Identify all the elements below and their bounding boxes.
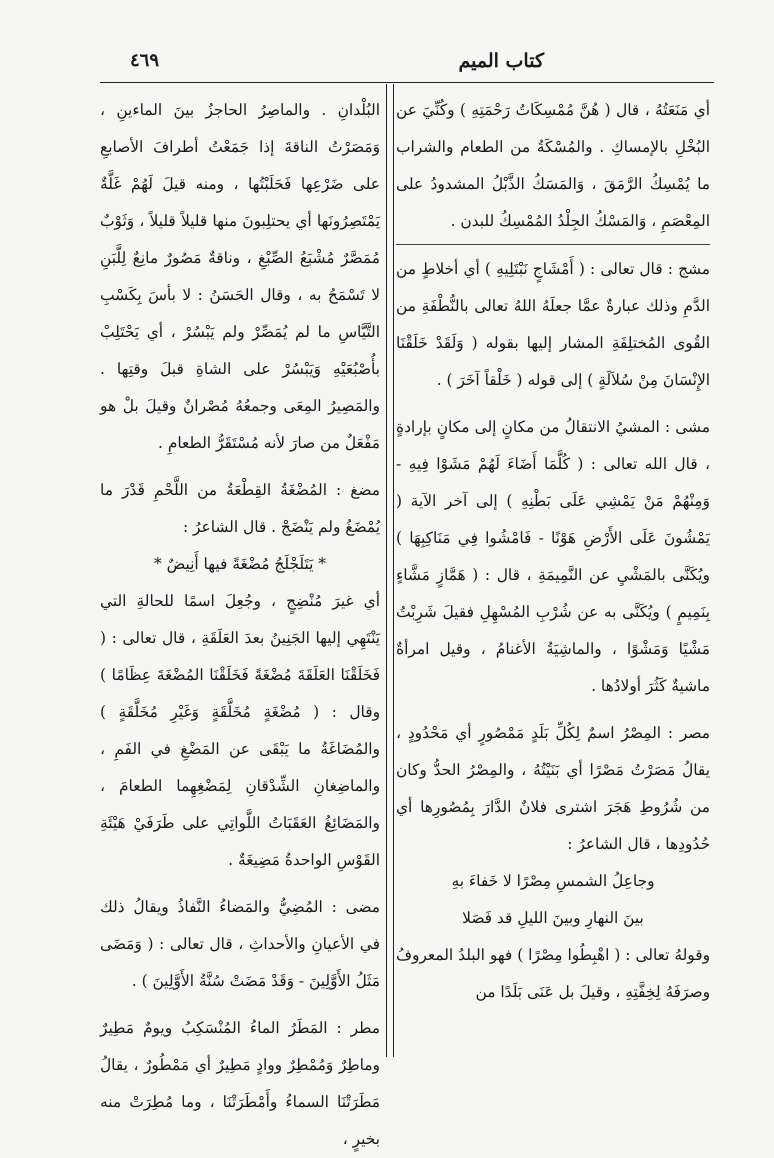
verse-mudgh: * يَتَلَجْلَجُ مُضْغَةً فيها أَنِيضٌ * <box>154 555 326 573</box>
entry-misr-continued: البُلْدانِ . والماصِرُ الحاجزُ بينَ الماءينِ ، وَمَصَرْتُ الناقةَ إذا جَمَعْتُ أطرافَ الأصابعِ على ضَرْعِها فَحَلَبْتُها ، ومنه قيلَ لَهُمْ غَلَّةٌ يَمْتَصِرُونَها أي يحتلِبونَ منها قليلاً قليلاً ، وَثَوْبٌ مُمَصَّرٌ مُشْبَعُ الصِّبْغِ ، وناقةٌ مَصُورٌ مانِعٌ لِلَّبَنِ لا تَسْمَحُ به ، وقال الحَسَنُ : لا بأسَ بِكَسْبِ التَّيَّاسِ ما لم يُمَصِّرْ ولم يَبْسُرْ ، أي يَحْتَلِبْ بأُصْبُعَيْهِ وَيَبْسُرْ على الشاةِ قبلَ وقتِها . والمَصِيرُ المِعَى وجمعُهُ مُصْرانٌ وقيلَ بلْ هو مَفْعَلٌ من صارَ لأنه مُسْتَقَرُّ الطعامِ . <box>100 101 380 452</box>
entry-mudgh: مضغ : المُضْغَةُ القِطْعَةُ من اللَّحْمِ قَدْرَ ما يُمْضَغُ ولم يَنْضَجْ . قال الشاعرُ : <box>100 481 380 536</box>
page-number: ٤٦٩ <box>130 50 160 71</box>
entry-continuation: أي مَنَعَتُهُ ، قال ( هُنَّ مُمْسِكَاتُ رَحْمَتِهِ ) وكُنِّيَ عن البُخْلِ بالإمساكِ . والمُسْكَةُ من الطعام والشراب ما يُمْسِكُ الرَّمَقَ ، وَالمَسَكُ الذَّبْلُ المشدودُ على المِعْصَمِ ، وَالمَسْكُ الجِلْدُ المُمْسِكُ للبدن . <box>396 101 710 230</box>
left-column <box>100 92 380 1148</box>
right-column <box>396 92 710 1057</box>
entry-muda: مضى : المُضِيُّ والمَضاءُ النَّفاذُ ويقالُ ذلك في الأعيانِ والأحداثِ ، قال تعالى : ( وَمَضَى مَثَلُ الأَوَّلِينَ - وَقَدْ مَضَتْ سُنَّةُ الأَوَّلِينَ ) . <box>100 898 380 990</box>
entry-misr-closing: وقولهُ تعالى : ( اهْبِطُوا مِصْرًا ) فهو البلدُ المعروفُ وصرَفَهُ لِخِفَّتِهِ ، وقيلَ بل عَنَى بَلَدًا من <box>396 946 710 1001</box>
chapter-title: كتاب الميم <box>458 50 544 72</box>
header-rule <box>100 82 714 83</box>
entry-mashaj: مشج : قال تعالى : ( أَمْشَاجٍ نَبْتَلِيهِ ) أي أخلاطٍ من الدَّمِ وذلك عبارةٌ عمَّا جعلَهُ اللهُ تعالى بالنُّطْفَةِ من القُوى المُختلِفَةِ المشار إليها بقوله ( وَلَقَدْ خَلَقْنَا الإِنْسَانَ مِنْ سُلاَلَةٍ ) إلى قوله ( خَلْقاً آخَرَ ) . <box>396 244 710 399</box>
entry-matar: مطر : المَطَرُ الماءُ المُنْسَكِبُ ويومٌ مَطِيرٌ وماطِرٌ وَمُمْطِرٌ ووادٍ مَطِيرٌ أي مَمْطُورٌ ، يقالُ مَطَرَتْنَا السماءُ وأَمْطَرَتْنَا ، وما مُطِرَتْ منه بخيرٍ ، <box>100 1019 380 1148</box>
page-header <box>100 44 714 84</box>
entry-masha: مشى : المشيُ الانتقالُ من مكانٍ إلى مكانٍ بإرادةٍ ، قال الله تعالى : ( كُلَّمَا أَضَاءَ لَهُمْ مَشَوْا فِيهِ - وَمِنْهُمْ مَنْ يَمْشِي عَلَى بَطْنِهِ ) إلى آخر الآية ( يَمْشُونَ عَلَى الأَرْضِ هَوْنًا - فَامْشُوا فِي مَنَاكِبِهَا ) ويُكَنَّى بالمَشْيِ عن النَّمِيمَةِ ، قال : ( هَمَّازٍ مَشَّاءٍ بِنَمِيمٍ ) ويُكَنَّى به عن شُرْبِ المُسْهِلِ فقيلَ شَرِبْتُ مَشْيًا وَمَشْوًا ، والماشِيَةُ الأغنامُ ، وقيل امرأةٌ ماشيةٌ كَثُرَ أولادُها . <box>396 418 710 695</box>
verse-line-1: وجاعِلُ الشمسِ مِصْرًا لا خَفاءَ بهِ <box>451 872 655 890</box>
column-divider <box>386 84 394 1057</box>
entry-mudgh-continued: أي غيرَ مُنْضِجٍ ، وجُعِلَ اسمًا للحالةِ التي يَنْتَهِي إليها الجَنِينُ بعدَ العَلَقَةِ ، قال تعالى : ( فَخَلَقْنَا العَلَقَةَ مُضْغَةً فَخَلَقْنَا المُضْغَةَ عِظَامًا ) وقال : ( مُضْغَةٍ مُخَلَّقَةٍ وَغَيْرِ مُخَلَّقَةٍ ) والمُضَاغَةُ ما يَبْقَى عن المَضْغِ في الفَمِ ، والماضِغانِ الشِّدْقانِ لِمَضْغِهِما الطعامَ ، والمَضَائِغُ العَقَبَاتُ اللَّواتِي على طَرَفَيْ هَيْئَةِ القَوْسِ الواحدةُ مَضِيغَةٌ . <box>100 592 380 869</box>
entry-misr: مصر : المِصْرُ اسمٌ لِكُلِّ بَلَدٍ مَمْصُورٍ أي مَحْدُودٍ ، يقالُ مَصَرْتُ مَصْرًا أي بَنَيْتُهُ ، والمِصْرُ الحدُّ وكان من شُرُوطِ هَجَرَ اشترى فلانٌ الدَّارَ بِمُصُورِها أي حُدُودِها ، قال الشاعرُ : <box>396 724 710 853</box>
verse-line-2: بينَ النهارِ وبينَ الليلِ قد فَصَلا <box>462 909 644 927</box>
